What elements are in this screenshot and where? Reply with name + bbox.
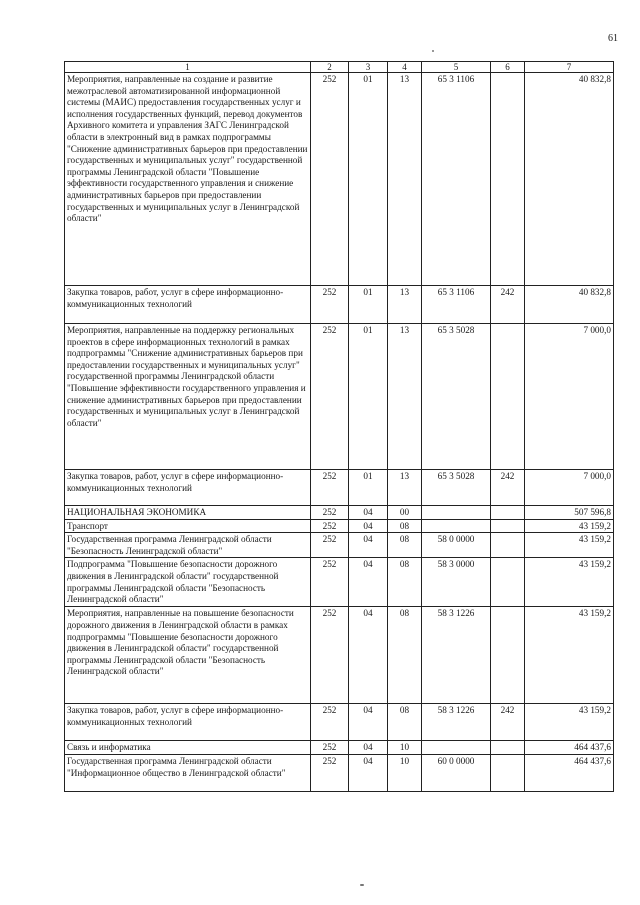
cell-rz: 04 bbox=[349, 519, 388, 533]
cell-pr: 08 bbox=[388, 607, 422, 704]
cell-rz: 04 bbox=[349, 741, 388, 755]
cell-csr: 58 0 0000 bbox=[422, 533, 491, 558]
cell-vr bbox=[491, 506, 525, 520]
cell-csr: 60 0 0000 bbox=[422, 754, 491, 791]
table-row bbox=[65, 754, 614, 791]
cell-rz: 04 bbox=[349, 558, 388, 607]
table-row bbox=[65, 741, 614, 755]
cell-ved: 252 bbox=[311, 73, 349, 286]
cell-vr bbox=[491, 73, 525, 286]
cell-rz: 01 bbox=[349, 286, 388, 324]
table-row bbox=[65, 533, 614, 558]
column-header: 1 bbox=[65, 62, 311, 73]
row-name: Связь и информатика bbox=[65, 741, 311, 755]
cell-rz: 04 bbox=[349, 607, 388, 704]
cell-vr bbox=[491, 324, 525, 470]
cell-csr: 65 3 5028 bbox=[422, 470, 491, 506]
cell-amount: 43 159,2 bbox=[525, 533, 614, 558]
column-header: 6 bbox=[491, 62, 525, 73]
column-header: 5 bbox=[422, 62, 491, 73]
cell-pr: 08 bbox=[388, 533, 422, 558]
cell-ved: 252 bbox=[311, 704, 349, 741]
cell-rz: 04 bbox=[349, 506, 388, 520]
cell-pr: 13 bbox=[388, 286, 422, 324]
cell-ved: 252 bbox=[311, 470, 349, 506]
row-name: Подпрограмма "Повышение безопасности дорожного движения в Ленинградской области" государственной программы Ленинградской области "Безопасность Ленинградской области" bbox=[65, 558, 311, 607]
cell-csr: 65 3 5028 bbox=[422, 324, 491, 470]
cell-amount: 43 159,2 bbox=[525, 607, 614, 704]
row-name: Закупка товаров, работ, услуг в сфере информационно-коммуникационных технологий bbox=[65, 286, 311, 324]
table-row bbox=[65, 519, 614, 533]
cell-ved: 252 bbox=[311, 506, 349, 520]
cell-ved: 252 bbox=[311, 754, 349, 791]
column-header: 3 bbox=[349, 62, 388, 73]
cell-amount: 507 596,8 bbox=[525, 506, 614, 520]
cell-rz: 01 bbox=[349, 470, 388, 506]
table-row bbox=[65, 324, 614, 470]
cell-amount: 40 832,8 bbox=[525, 73, 614, 286]
column-header: 4 bbox=[388, 62, 422, 73]
cell-csr: 58 3 0000 bbox=[422, 558, 491, 607]
row-name: Мероприятия, направленные на поддержку региональных проектов в сфере информационных технологий в рамках подпрограммы "Снижение административных барьеров при предоставлении государственных и муниципальных услуг" государственной программы Ленинградской области "Повышение эффективности государственного управления и снижение административных барьеров при предоставлении государственных и муниципальных услуг в Ленинградской области" bbox=[65, 324, 311, 470]
cell-csr: 58 3 1226 bbox=[422, 704, 491, 741]
cell-pr: 13 bbox=[388, 470, 422, 506]
table-row bbox=[65, 286, 614, 324]
cell-pr: 13 bbox=[388, 324, 422, 470]
row-name: НАЦИОНАЛЬНАЯ ЭКОНОМИКА bbox=[65, 506, 311, 520]
cell-csr: 65 3 1106 bbox=[422, 73, 491, 286]
cell-pr: 08 bbox=[388, 558, 422, 607]
cell-amount: 7 000,0 bbox=[525, 324, 614, 470]
table-row bbox=[65, 607, 614, 704]
table-header-row bbox=[65, 62, 614, 73]
cell-rz: 04 bbox=[349, 533, 388, 558]
row-name: Транспорт bbox=[65, 519, 311, 533]
cell-ved: 252 bbox=[311, 533, 349, 558]
cell-vr bbox=[491, 519, 525, 533]
cell-ved: 252 bbox=[311, 741, 349, 755]
cell-csr bbox=[422, 519, 491, 533]
cell-pr: 00 bbox=[388, 506, 422, 520]
cell-amount: 43 159,2 bbox=[525, 558, 614, 607]
row-name: Закупка товаров, работ, услуг в сфере информационно-коммуникационных технологий bbox=[65, 470, 311, 506]
cell-vr: 242 bbox=[491, 704, 525, 741]
cell-pr: 10 bbox=[388, 754, 422, 791]
cell-rz: 04 bbox=[349, 704, 388, 741]
budget-table bbox=[64, 61, 614, 792]
cell-vr: 242 bbox=[491, 470, 525, 506]
cell-vr bbox=[491, 754, 525, 791]
row-name: Закупка товаров, работ, услуг в сфере информационно-коммуникационных технологий bbox=[65, 704, 311, 741]
cell-vr bbox=[491, 558, 525, 607]
scan-speck bbox=[360, 884, 364, 886]
cell-amount: 464 437,6 bbox=[525, 741, 614, 755]
cell-ved: 252 bbox=[311, 519, 349, 533]
cell-csr: 65 3 1106 bbox=[422, 286, 491, 324]
cell-pr: 08 bbox=[388, 519, 422, 533]
cell-vr: 242 bbox=[491, 286, 525, 324]
cell-rz: 04 bbox=[349, 754, 388, 791]
cell-ved: 252 bbox=[311, 607, 349, 704]
cell-amount: 464 437,6 bbox=[525, 754, 614, 791]
row-name: Мероприятия, направленные на создание и развитие межотраслевой автоматизированной информационной системы (МАИС) предоставления государственных услуг и исполнения государственных функций, перевод документов Архивного комитета и управления ЗАГС Ленинградской области в электронный вид в рамках подпрограммы "Снижение административных барьеров при предоставлении государственных и муниципальных услуг" государственной программы Ленинградской области "Повышение эффективности государственного управления и снижение административных барьеров при предоставлении государственных и муниципальных услуг в Ленинградской области" bbox=[65, 73, 311, 286]
cell-ved: 252 bbox=[311, 324, 349, 470]
table-row bbox=[65, 73, 614, 286]
table-row bbox=[65, 470, 614, 506]
page-number: 61 bbox=[608, 33, 618, 44]
column-header: 7 bbox=[525, 62, 614, 73]
cell-amount: 40 832,8 bbox=[525, 286, 614, 324]
cell-rz: 01 bbox=[349, 73, 388, 286]
cell-vr bbox=[491, 607, 525, 704]
table-row bbox=[65, 558, 614, 607]
table-row bbox=[65, 704, 614, 741]
cell-pr: 10 bbox=[388, 741, 422, 755]
row-name: Государственная программа Ленинградской области "Информационное общество в Ленинградской области" bbox=[65, 754, 311, 791]
column-header: 2 bbox=[311, 62, 349, 73]
cell-ved: 252 bbox=[311, 558, 349, 607]
cell-csr bbox=[422, 506, 491, 520]
cell-rz: 01 bbox=[349, 324, 388, 470]
row-name: Государственная программа Ленинградской области "Безопасность Ленинградской области" bbox=[65, 533, 311, 558]
cell-csr: 58 3 1226 bbox=[422, 607, 491, 704]
table-row bbox=[65, 506, 614, 520]
cell-vr bbox=[491, 533, 525, 558]
cell-amount: 43 159,2 bbox=[525, 519, 614, 533]
row-name: Мероприятия, направленные на повышение безопасности дорожного движения в Ленинградской области в рамках подпрограммы "Повышение безопасности дорожного движения в Ленинградской области" государственной программы Ленинградской области "Безопасность Ленинградской области" bbox=[65, 607, 311, 704]
cell-pr: 08 bbox=[388, 704, 422, 741]
cell-amount: 7 000,0 bbox=[525, 470, 614, 506]
cell-vr bbox=[491, 741, 525, 755]
cell-csr bbox=[422, 741, 491, 755]
cell-pr: 13 bbox=[388, 73, 422, 286]
cell-amount: 43 159,2 bbox=[525, 704, 614, 741]
scan-speck bbox=[432, 50, 434, 52]
cell-ved: 252 bbox=[311, 286, 349, 324]
